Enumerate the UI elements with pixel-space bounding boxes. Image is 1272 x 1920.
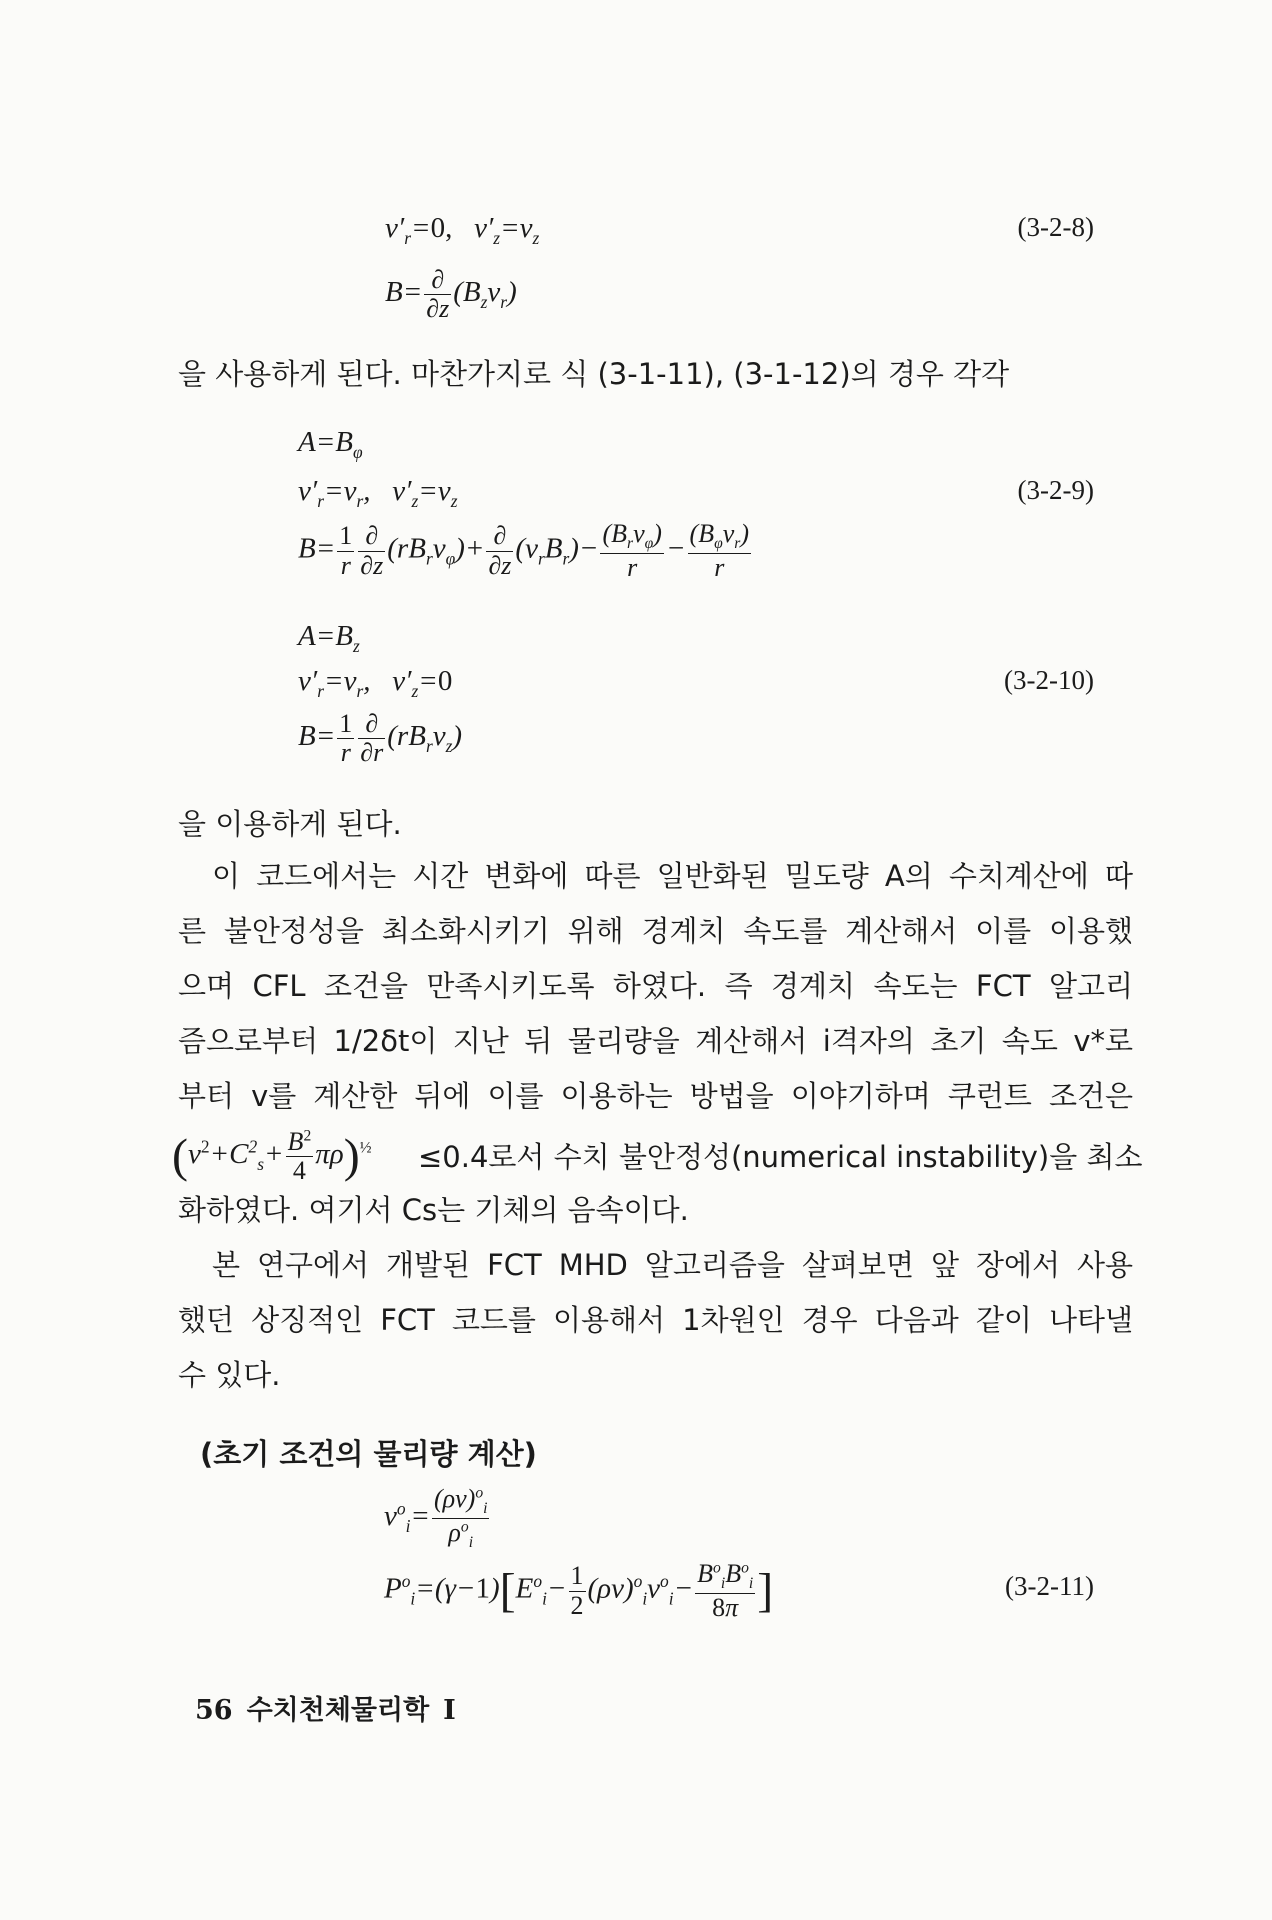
paragraph-line: 했던 상징적인 FCT 코드를 이용해서 1차원인 경우 다음과 같이 나타낼: [178, 1303, 1133, 1337]
paragraph-line: 으며 CFL 조건을 만족시키도록 하였다. 즉 경계치 속도는 FCT 알고리: [178, 969, 1134, 1003]
text-line: 을 사용하게 된다. 마찬가지로 식 (3-1-11), (3-1-12)의 경우 각각: [178, 357, 1010, 391]
equation-velocity-3-2-10: $v'_r=v_r$, $v'_z=0$: [298, 665, 453, 701]
text-line: 을 이용하게 된다.: [178, 807, 402, 841]
paragraph-line: 본 연구에서 개발된 FCT MHD 알고리즘을 살펴보면 앞 장에서 사용: [212, 1248, 1133, 1282]
page-number: 56: [195, 1695, 233, 1726]
paragraph-line: 화하였다. 여기서 Cs는 기체의 음속이다.: [178, 1193, 689, 1227]
paragraph-line: 른 불안정성을 최소화시키기 위해 경계치 속도를 계산해서 이를 이용했: [178, 914, 1133, 948]
equation-b-3-2-9: B= $\frac{1}{r}$ $\frac{\partial}{\partial z}$ $(rB_rv_\varphi)+$ $\frac{\partial}{\partial z}$ $(v_rB_r)-$ $\frac{(B_rv_\varphi)}{r}$ − $\frac{(B_\varphi v_r)}{r}$: [298, 519, 750, 583]
equation-number: (3-2-8): [1017, 212, 1094, 242]
courant-condition-formula: ($v^2+C^2_s+$ $\frac{B^2}{4}$ πρ)$^{\frac{1}{2}}$: [172, 1127, 372, 1186]
paragraph-line: 수 있다.: [178, 1358, 281, 1392]
equation-pressure-3-2-11: $P^o_i=(\gamma-1)[E^o_i-$ $\frac{1}{2}$ $(\rho v)^o_iv^o_i-$ $\frac{B^o_iB^o_i}{8\pi}$ ]: [384, 1559, 774, 1623]
equation-velocity-3-2-9: $v'_r=v_r$, $v'_z=v_z$: [298, 475, 458, 511]
volume-number: I: [443, 1695, 456, 1726]
book-title: 수치천체물리학: [246, 1695, 430, 1726]
equation-number: (3-2-9): [1017, 475, 1094, 505]
paragraph-line: ≤0.4로서 수치 불안정성(numerical instability)을 최소: [418, 1140, 1143, 1174]
equation-a-3-2-9: $A=B_\varphi$: [298, 426, 363, 462]
equation-a-3-2-10: $A=B_z$: [298, 620, 360, 656]
paragraph-line: 부터 v를 계산한 뒤에 이를 이용하는 방법을 이야기하며 쿠런트 조건은: [178, 1079, 1133, 1113]
equation-number: (3-2-10): [1004, 665, 1094, 695]
equation-b-3-2-10: B= $\frac{1}{r}$ $\frac{\partial}{\partial r}$ $(rB_rv_z)$: [298, 709, 463, 768]
paragraph-line: 즘으로부터 1/2δt이 지난 뒤 물리량을 계산해서 i격자의 초기 속도 v*로: [178, 1024, 1133, 1058]
equation-number: (3-2-11): [1005, 1571, 1094, 1601]
section-heading: (초기 조건의 물리량 계산): [200, 1437, 537, 1471]
equation-velocity-3-2-11: $v^o_i=$ $\frac{(\rho v)^o_i}{\rho^o_i}$: [384, 1484, 488, 1552]
paragraph-line: 이 코드에서는 시간 변화에 따른 일반화된 밀도량 A의 수치계산에 따: [212, 859, 1133, 893]
equation-b-3-2-8: B= $\frac{\partial}{\partial z}$ $(B_zv_r)$: [385, 265, 517, 324]
equation-velocity-3-2-8: $v'_r=0$, $v'_z=v_z$: [385, 212, 540, 248]
page-footer: [195, 1688, 456, 1727]
